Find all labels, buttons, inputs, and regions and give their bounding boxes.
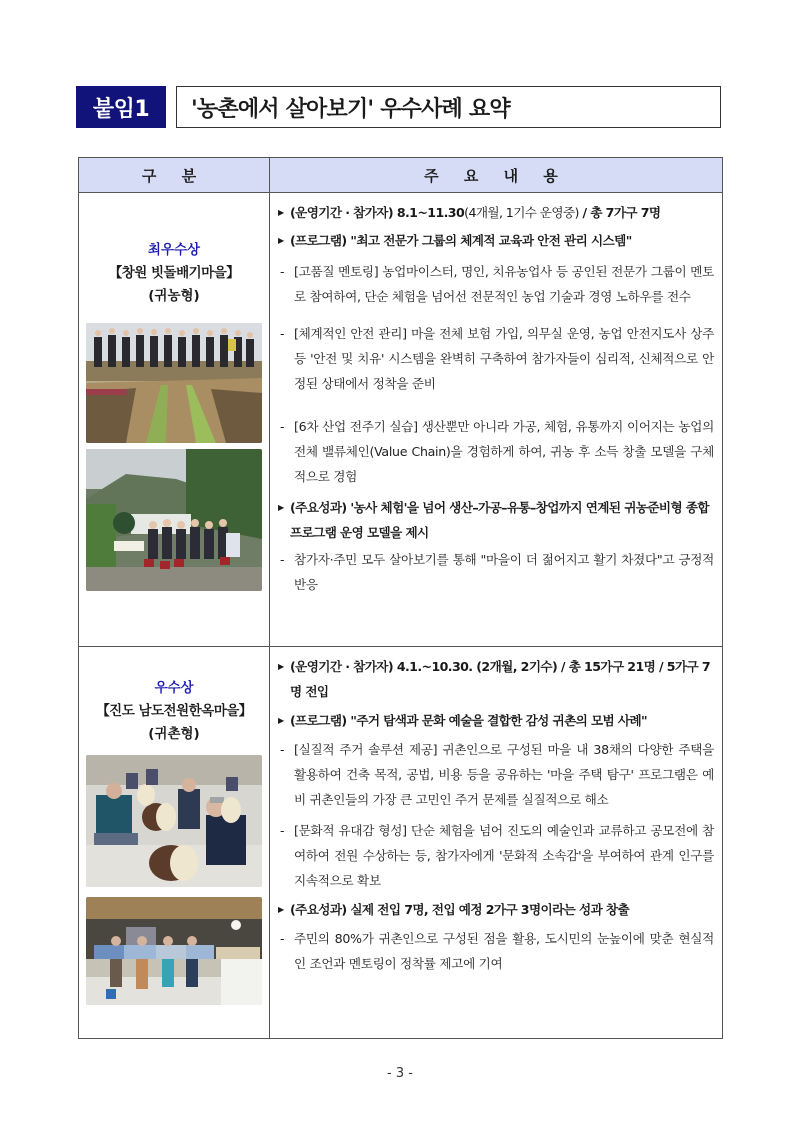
detail-residents: - 주민의 80%가 귀촌인으로 구성된 점을 활용, 도시민의 눈높이에 맞춘 현실적인 조언과 멘토링이 정착률 제고에 기여 [280,931,714,971]
document-title [76,86,721,128]
bullet-triangle-icon: ▶ [278,662,284,671]
bullet-program: ▶ (프로그램) "최고 전문가 그룹의 체계적 교육과 안전 관리 시스템" [278,228,714,253]
detail-reaction: - 참가자·주민 모두 살아보기를 통해 "마을이 더 젊어지고 활기 차졌다"고 긍정적 반응 [280,552,714,592]
award-label: 최우수상 [147,242,201,258]
village-name: 【창원 빗돌배기마을】 [108,265,240,281]
case-summary-table [78,157,723,1039]
detail-culture: - [문화적 유대감 형성] 단순 체험을 넘어 진도의 예술인과 교류하고 공모전에 참여하여 전원 수상하는 등, 참가자에게 '문화적 소속감'을 부여하여 관계 인구를 지속적으로 확보 [280,823,714,888]
drum-class-photo [86,755,262,887]
detail-housing: - [실질적 주거 솔루션 제공] 귀촌인으로 구성된 마을 내 38채의 다양한 주택을 활용하여 건축 목적, 공법, 비용 등을 공유하는 '마을 주택 탐구' 프로그램은 예비 귀촌인들의 가장 큰 고민인 주거 문제를 실질적으로 해소 [280,742,714,807]
detail-mentoring: - [고품질 멘토링] 농업마이스터, 명인, 치유농업사 등 공인된 전문가 그룹이 멘토로 참여하여, 단순 체험을 넘어선 전문적인 농업 기술과 경영 노하우를 전수 [280,264,714,304]
village-name: 【진도 남도전원한옥마을】 [96,703,252,719]
table-row [79,193,723,647]
bullet-triangle-icon: ▶ [278,905,284,914]
category-cell [79,193,270,647]
header-category: 구 분 [79,158,270,193]
table-row [79,647,723,1039]
group-photo-field [86,323,262,443]
page-title: '농촌에서 살아보기' 우수사례 요약 [176,86,721,128]
award-label: 우수상 [154,680,194,696]
village-type: (귀촌형) [148,726,200,742]
art-exhibition-photo [86,897,262,1005]
bullet-program: ▶ (프로그램) "주거 탐색과 문화 예술을 결합한 감성 귀촌의 모범 사례" [278,708,714,733]
bullet-period-participants: ▶ (운영기간 · 참가자) 8.1~11.30(4개월, 1기수 운영중) / 총 7가구 7명 [278,200,714,225]
bullet-triangle-icon: ▶ [278,236,284,245]
content-cell [270,647,723,1039]
bullet-key-results: ▶ (주요성과) '농사 체험'을 넘어 생산–가공–유통–창업까지 연계된 귀농준비형 종합 프로그램 운영 모델을 제시 [278,495,714,545]
bullet-period-participants: ▶ (운영기간 · 참가자) 4.1.~10.30. (2개월, 2기수) / 총 15가구 21명 / 5가구 7명 전입 [278,654,714,704]
group-photo-village-sign [86,449,262,591]
category-cell [79,647,270,1039]
bullet-triangle-icon: ▶ [278,208,284,217]
bullet-triangle-icon: ▶ [278,503,284,512]
attachment-badge: 붙임1 [76,86,166,128]
bullet-key-results: ▶ (주요성과) 실제 전입 7명, 전입 예정 2가구 3명이라는 성과 창출 [278,897,714,922]
detail-six-industry: - [6차 산업 전주기 실습] 생산뿐만 아니라 가공, 체험, 유통까지 이어지는 농업의 전체 밸류체인(Value Chain)을 경험하게 하여, 귀농 후 소득 창출 모델을 구체적으로 경험 [280,419,714,484]
village-type: (귀농형) [148,288,200,304]
bullet-triangle-icon: ▶ [278,716,284,725]
detail-safety: - [체계적인 안전 관리] 마을 전체 보험 가입, 의무실 운영, 농업 안전지도사 상주 등 '안전 및 치유' 시스템을 완벽히 구축하여 참가자들이 심리적, 신체적으로 안정된 상태에서 정착을 준비 [280,326,714,391]
content-cell [270,193,723,647]
table-header-row [79,158,723,193]
page-number: - 3 - [387,1066,413,1081]
header-main-content: 주 요 내 용 [270,158,723,193]
